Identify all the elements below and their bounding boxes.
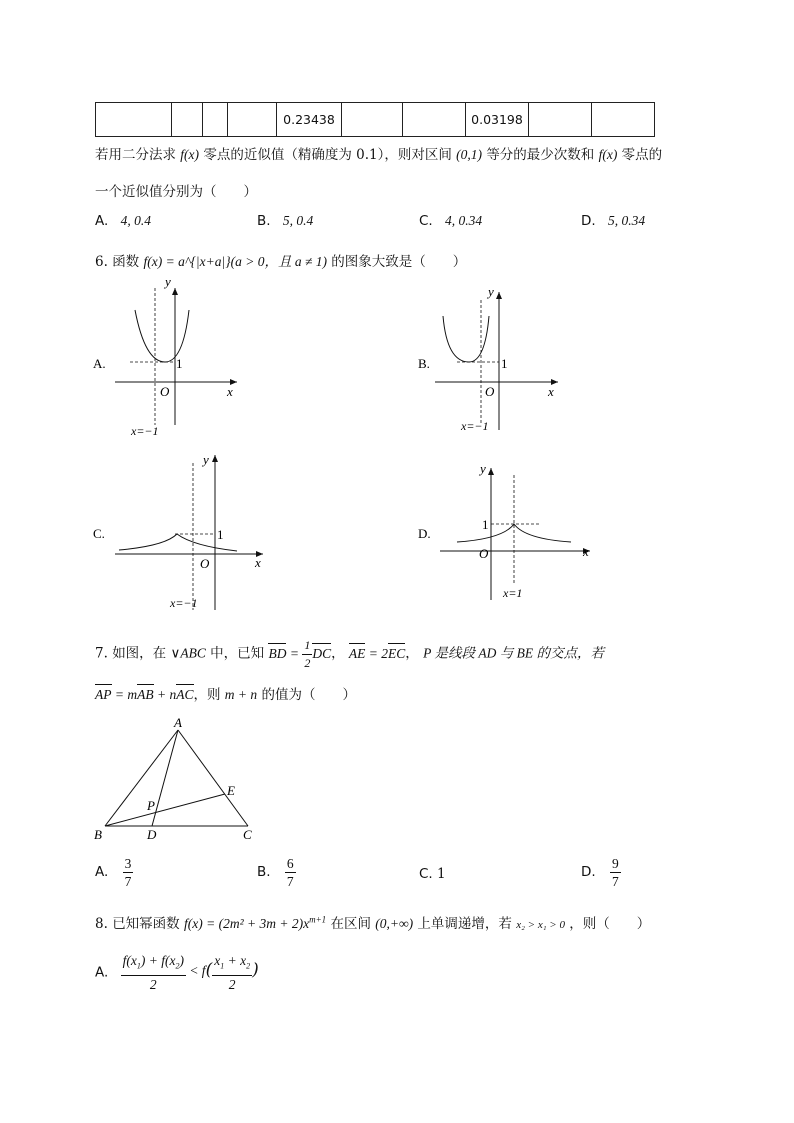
- option-value: 4, 0.4: [120, 213, 151, 228]
- q7-text: P 是线段 AD 与 BE 的交点，若: [423, 645, 604, 661]
- q6-text: 的图象大致是（ ）: [331, 254, 467, 270]
- q5-line-2: 一个近似值分别为（ ）: [95, 184, 257, 200]
- value-table: [95, 102, 655, 137]
- q8-text: 在区间: [330, 916, 371, 932]
- mark-label: 1: [482, 517, 489, 532]
- option-label: D.: [581, 864, 596, 880]
- q7-text: 如图，在: [112, 645, 167, 662]
- graph-a[interactable]: [93, 280, 237, 438]
- q6-graphs: [85, 280, 785, 620]
- axis-x-label: x: [227, 384, 233, 399]
- line-label: x=1: [503, 586, 523, 600]
- q7-number: 7.: [95, 645, 108, 662]
- mark-label: 1: [176, 356, 183, 371]
- axis-y-label: y: [480, 461, 486, 476]
- q8-stem: [95, 912, 650, 932]
- graph-c[interactable]: [93, 452, 263, 610]
- q7-text: ，: [405, 645, 419, 662]
- graph-label: D.: [418, 526, 431, 541]
- option-fraction: $\frac{6}{7}$: [286, 856, 294, 889]
- graph-d[interactable]: [418, 461, 590, 600]
- table-cell: [529, 103, 592, 137]
- table-cell: [592, 103, 655, 137]
- q7-option-d[interactable]: [581, 855, 621, 890]
- q5-option-d[interactable]: [581, 213, 645, 229]
- q8-formula: $f(x) = (2m^2 + 3m + 2)x^{m+1}$: [183, 914, 327, 931]
- line-label: x=−1: [170, 596, 198, 610]
- option-value: 1: [437, 866, 446, 882]
- table-cell: [403, 103, 466, 137]
- q7-vector-eq-2: AE = 2EC: [348, 645, 406, 661]
- q7-triangle: ∨ABC: [170, 645, 206, 661]
- origin-label: O: [160, 384, 170, 399]
- q7-text: 中，已知: [210, 645, 265, 662]
- q7-stem-line-2: [95, 683, 356, 703]
- graph-label: B.: [418, 356, 430, 371]
- q7-option-b[interactable]: [257, 855, 296, 890]
- q7-mn: m + n: [224, 687, 258, 702]
- option-label: A.: [95, 864, 109, 880]
- axis-x-label: x: [255, 555, 261, 570]
- q7-vector-eq-3: AP = mAB + nAC: [95, 687, 194, 702]
- q5-text: 零点的: [621, 147, 663, 163]
- option-value: 4, 0.34: [445, 213, 483, 228]
- q5-option-a[interactable]: [95, 213, 151, 229]
- mark-label: 1: [217, 527, 224, 542]
- q8-interval: (0,+∞): [375, 916, 414, 931]
- q7-text: ，: [331, 645, 345, 662]
- q8-number: 8.: [95, 916, 108, 932]
- q5-fx: f(x): [180, 147, 200, 162]
- q7-option-c[interactable]: [419, 866, 446, 882]
- q5-option-b[interactable]: [257, 213, 313, 229]
- q5-option-c[interactable]: [419, 213, 482, 229]
- q5-line-1: [95, 143, 662, 163]
- option-label: D.: [581, 213, 596, 229]
- option-label: B.: [257, 213, 271, 229]
- q7-vector-eq-1: BD = $\frac{1}{2}$ DC: [268, 638, 332, 670]
- point-b-label: B: [94, 827, 102, 842]
- origin-label: O: [485, 384, 495, 399]
- axis-y-label: y: [203, 452, 209, 467]
- point-a-label: A: [174, 715, 182, 730]
- table-cell: [203, 103, 228, 137]
- q7-option-a[interactable]: [95, 855, 133, 890]
- table-cell: [342, 103, 403, 137]
- option-fraction: $\frac{3}{7}$: [124, 856, 132, 889]
- table-cell: [172, 103, 203, 137]
- option-fraction: $\frac{9}{7}$: [611, 856, 619, 889]
- option-label: C.: [419, 866, 433, 882]
- table-cell: 0.03198: [466, 103, 529, 137]
- mark-label: 1: [501, 356, 508, 371]
- option-label: B.: [257, 864, 271, 880]
- q8-option-a-formula: $\frac{f(x_1) + f(x_2)}{2}$ < f( $\frac{x_1 + x_2}{2}$ ): [122, 953, 259, 992]
- point-e-label: E: [227, 783, 235, 798]
- point-d-label: D: [147, 827, 157, 842]
- q6-text: 函数: [112, 254, 140, 270]
- q8-option-a[interactable]: [95, 952, 259, 993]
- axis-y-label: y: [488, 284, 494, 299]
- q6-formula: f(x) = a^{|x+a|}(a > 0，且 a ≠ 1): [143, 254, 327, 269]
- q7-triangle-figure: [90, 712, 270, 844]
- q7-text: 的值为（ ）: [261, 687, 356, 703]
- q7-text: ，则: [193, 687, 221, 703]
- axis-y-label: y: [165, 280, 171, 289]
- axis-x-label: x: [583, 544, 589, 559]
- origin-label: O: [479, 546, 489, 561]
- q5-text: 若用二分法求: [95, 147, 176, 163]
- q8-text: 上单调递增，若: [417, 916, 512, 932]
- option-value: 5, 0.34: [607, 213, 646, 228]
- option-label: C.: [419, 213, 433, 229]
- q7-stem-line-1: [95, 637, 604, 672]
- origin-label: O: [200, 556, 210, 571]
- q6-stem: [95, 250, 466, 270]
- option-label: A.: [95, 213, 109, 229]
- table-cell: [228, 103, 277, 137]
- q8-condition: x₂ > x₁ > 0: [516, 919, 565, 931]
- q6-number: 6.: [95, 254, 108, 270]
- table-row: [96, 103, 655, 137]
- point-p-label: P: [147, 798, 155, 813]
- q5-text: 等分的最少次数和: [486, 147, 595, 163]
- q8-text: ，则（ ）: [569, 916, 651, 932]
- graph-label: C.: [93, 526, 105, 541]
- axis-x-label: x: [548, 384, 554, 399]
- q5-fx: f(x): [598, 147, 618, 162]
- line-label: x=−1: [461, 419, 489, 433]
- option-value: 5, 0.4: [282, 213, 314, 228]
- table-cell: 0.23438: [277, 103, 342, 137]
- q5-interval: (0,1): [456, 147, 483, 162]
- q8-text: 已知幂函数: [112, 916, 180, 932]
- point-c-label: C: [243, 827, 252, 842]
- table-cell: [96, 103, 172, 137]
- q5-text: 零点的近似值（精确度为 0.1），则对区间: [203, 147, 452, 163]
- option-label: A.: [95, 964, 109, 981]
- graph-b[interactable]: [418, 284, 558, 433]
- line-label: x=−1: [131, 424, 159, 438]
- graph-label: A.: [93, 356, 106, 371]
